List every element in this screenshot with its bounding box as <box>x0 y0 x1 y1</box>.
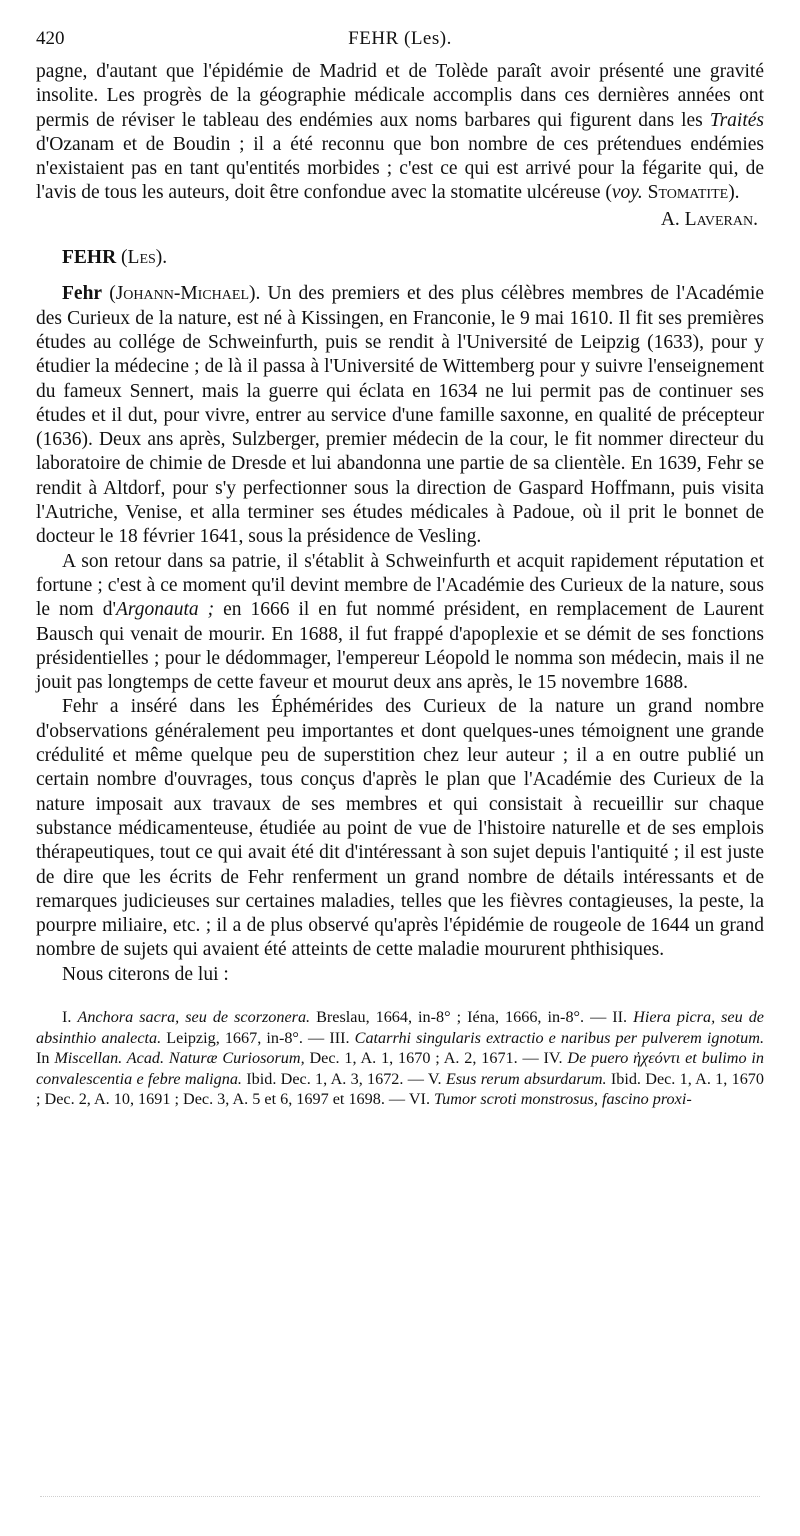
running-title: FEHR (Les). <box>348 28 452 49</box>
bib-journal-miscellan: Miscellan. Acad. Naturæ Curiosorum, <box>54 1049 305 1068</box>
previous-article-text-end: ). <box>728 182 740 204</box>
biography-headword: Fehr <box>62 283 103 305</box>
entry-title-rest: (Les). <box>116 247 168 269</box>
voy-italic: voy. <box>611 182 643 204</box>
running-header <box>36 28 764 60</box>
biography-paragraph-3: Fehr a inséré dans les Éphémérides des Curieux de la nature un grand nombre d'observations généralement peu importantes et dont quelques-unes témoignent une grande crédulité et même quelque peu de superstition chez leur auteur ; il a en outre publié un certain nombre d'ouvrages, tous conçus d'après le plan que l'Académie des Curieux de la nature imposait aux travaux de ses membres et qui consistait à recueillir sur chaque substance médicamenteuse, étudiée au point de vue de l'histoire naturelle et de ses emplois thérapeutiques, tout ce qui avait été dit d'intéressant à son sujet depuis l'antiquité ; il est juste de dire que les écrits de Fehr renferment un grand nombre de détails intéressants et de remarques judicieuses sur certaines maladies, telles que les fièvres contagieuses, la peste, la pourpre miliaire, etc. ; il a de plus observé qu'après l'épidémie de rougeole de 1644 un grand nombre de sujets qui avaient été atteints de cette maladie moururent phthisiques. <box>36 696 764 961</box>
bib-title-tumor-scroti: Tumor scroti monstrosus, fascino proxi- <box>434 1090 692 1109</box>
previous-article-ending <box>36 60 764 206</box>
bib-title-hiera-picra: Hiera picra, seu de absinthio analecta. <box>36 1007 764 1047</box>
entry-headword: FEHR <box>62 247 117 269</box>
previous-article-text-start: pagne, d'autant que l'épidémie de Madrid et de Tolède paraît avoir présenté une gravité insolite. Les progrès de la géographie médicale accomplis dans ces dernières années ont permis de réviser le tableau des endémies aux noms barbares qui figurent dans les <box>36 61 764 131</box>
previous-article-text-mid: d'Ozanam et de Boudin ; il a été reconnu que bon nombre de ces prétendues endémies n'existaient pas en tant qu'entités morbides ; c'est ce qui est arrivé pour la fégarite qui, de l'avis de tous les auteurs, doit être confondue avec la stomatite ulcéreuse ( <box>36 133 764 204</box>
bib-title-anchora-sacra: Anchora sacra, seu de scorzonera. <box>77 1007 311 1026</box>
cross-reference-stomatite: Stomatite <box>647 182 729 204</box>
biography-paragraph-4: Nous citerons de lui : <box>62 963 229 985</box>
traites-italic: Traités <box>709 109 764 131</box>
text-body <box>36 60 764 1110</box>
bib-title-esus-rerum: Esus rerum absurdarum. <box>445 1069 607 1088</box>
bibliography-list: I. Anchora sacra, seu de scorzonera. Breslau, 1664, in-8° ; Iéna, 1666, in-8°. — II. Hiera picra, seu de absinthio analecta. Leipzig, 1667, in-8°. — III. Catarrhi singularis extractio e naribus per pulverem ignotum. In Miscellan. Acad. Naturæ Curiosorum, Dec. 1, A. 1, 1670 ; A. 2, 1671. — IV. De puero ἠχεόντι et bulimo in convalescentia e febre maligna. Ibid. Dec. 1, A. 3, 1672. — V. Esus rerum absurdarum. Ibid. Dec. 1, A. 1, 1670 ; Dec. 2, A. 10, 1691 ; Dec. 3, A. 5 et 6, 1697 et 1698. — VI. Tumor scroti monstrosus, fascino proxi- <box>36 1007 764 1109</box>
biography-paragraph-2: A son retour dans sa patrie, il s'établit à Schweinfurth et acquit rapidement réputation et fortune ; c'est à ce moment qu'il devint membre de l'Académie des Curieux de la nature, sous le nom d'Argonauta ; en 1666 il en fut nommé président, en remplacement de Laurent Bausch qui venait de mourir. En 1688, il fut frappé d'apoplexie et se démit de ses fonctions présidentielles ; pour le dédommager, l'empereur Léopold le nomma son médecin, mais il ne jouit pas longtemps de cette faveur et mourut deux ans après, le 15 novembre 1688. <box>36 550 764 694</box>
bib-title-de-puero: De puero ἠχεόντι et bulimo in convalescentia e febre maligna. <box>36 1049 764 1088</box>
scan-artifact-dots <box>40 1496 760 1507</box>
biography-given-names: (Johann-Michael). <box>109 283 261 305</box>
author-signature: A. Laveran. <box>660 208 758 230</box>
bib-title-catarrhi: Catarrhi singularis extractio e naribus per pulverem ignotum. <box>354 1028 764 1047</box>
argonauta-italic: Argonauta ; <box>115 599 215 621</box>
biography-paragraph-1 <box>36 282 764 549</box>
biography-paragraph-1-text: Un des premiers et des plus célèbres membres de l'Académie des Curieux de la nature, est né à Kissingen, en Franconie, le 9 mai 1610. Il fit ses premières études au collége de Schweinfurth, puis se rendit à l'Université de Leipzig (1633), pour y étudier la médecine ; de là il passa à l'Université de Wittemberg pour y suivre l'enseignement du fameux Sennert, mais la guerre qui éclata en 1634 ne lui permit pas de continuer ses études et il dut, pour vivre, entrer au service d'une famille saxonne, en qualité de précepteur (1636). Deux ans après, Sulzberger, premier médecin de la cour, le fit nommer directeur du laboratoire de chimie de Dresde et lui abandonna une partie de sa clientèle. En 1639, Fehr se rendit à Altdorf, pour s'y perfectionner sous la direction de Gaspard Hoffmann, puis visita l'Autriche, Venise, et alla terminer ses études médicales à Padoue, où il prit le bonnet de docteur le 18 février 1641, sous la présidence de Vesling. <box>36 283 765 548</box>
bibliography <box>36 1007 764 1110</box>
entry-title <box>36 246 764 270</box>
page-number: 420 <box>36 28 65 49</box>
